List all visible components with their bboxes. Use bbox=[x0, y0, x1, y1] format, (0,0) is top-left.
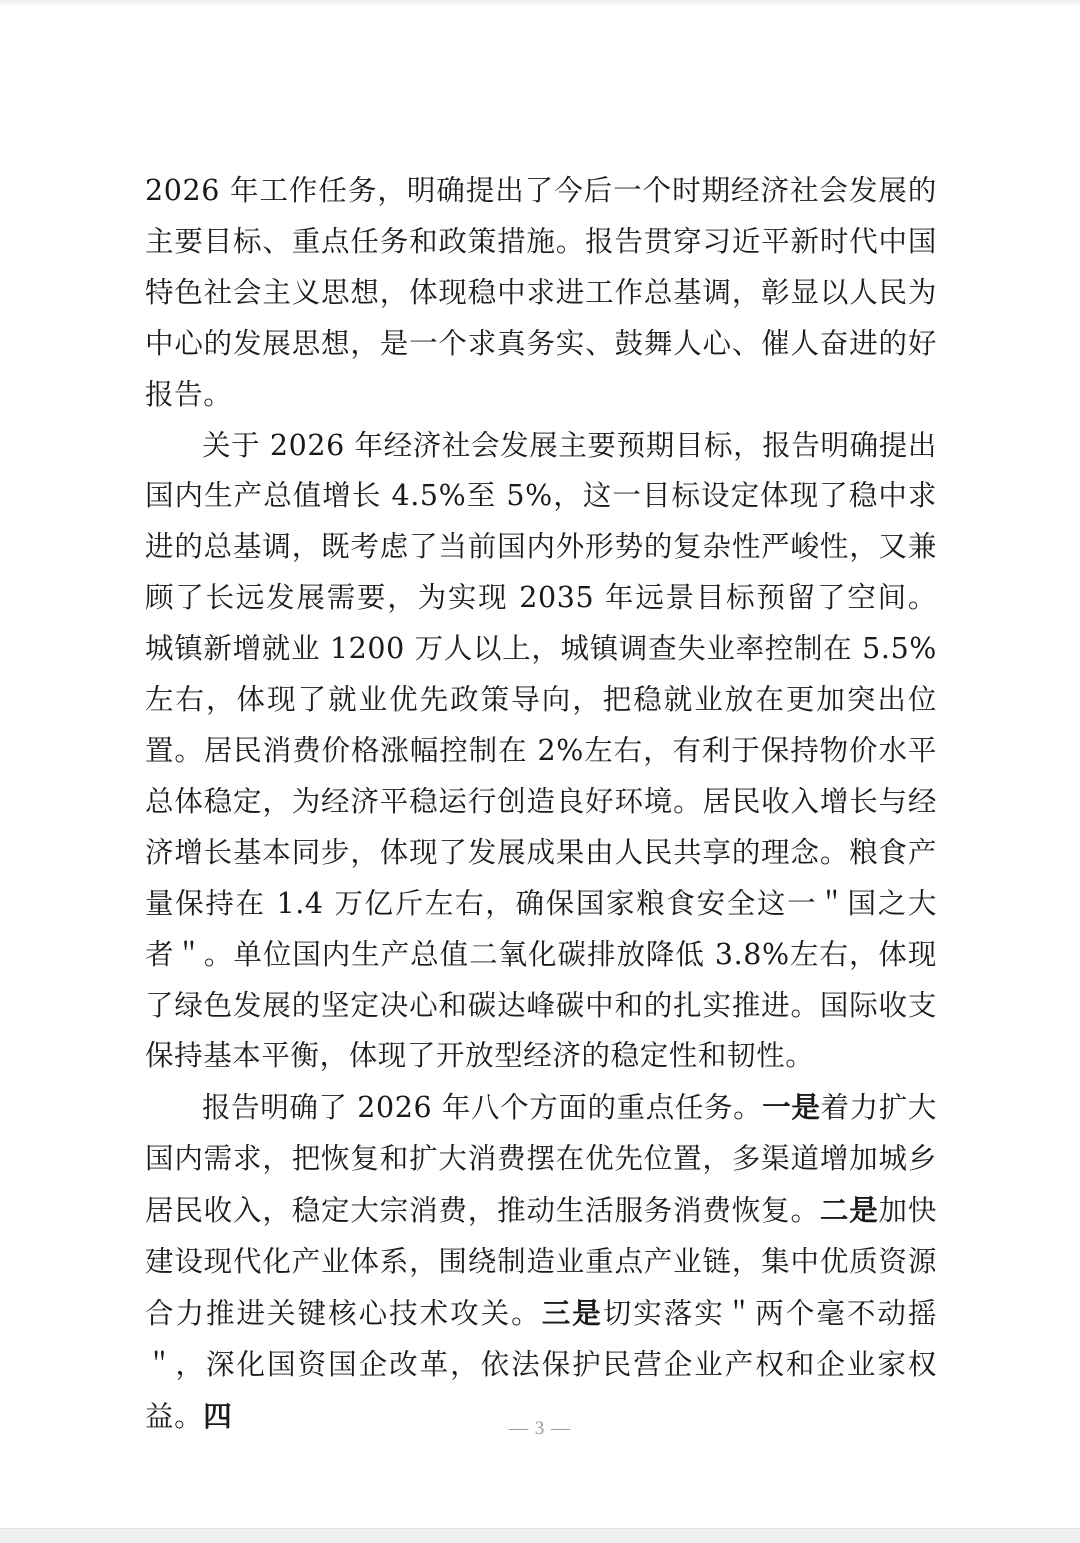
paragraph-3 bbox=[145, 1082, 937, 1442]
task-three-text: 切实落实＂两个毫不动摇＂，深化国资国企改革，依法保护民营企业产权和企业家权益。 bbox=[145, 1296, 937, 1433]
paragraph-1-text: 2026 年工作任务，明确提出了今后一个时期经济社会发展的主要目标、重点任务和政策措施。报告贯穿习近平新时代中国特色社会主义思想，体现稳中求进工作总基调，彰显以人民为中心的发展思想，是一个求真务实、鼓舞人心、催人奋进的好报告。 bbox=[145, 174, 937, 411]
page-bottom-edge bbox=[0, 1528, 1080, 1543]
paragraph-2 bbox=[145, 421, 937, 1083]
task-one-text: 着力扩大国内需求，把恢复和扩大消费摆在优先位置，多渠道增加城乡居民收入，稳定大宗消费，推动生活服务消费恢复。 bbox=[145, 1091, 937, 1228]
paragraph-1 bbox=[145, 166, 937, 421]
task-marker-four: 四 bbox=[203, 1398, 233, 1433]
task-marker-one: 一是 bbox=[762, 1090, 821, 1125]
paragraph-3-text: 报告明确了 2026 年八个方面的重点任务。 bbox=[202, 1091, 763, 1125]
page-top-edge bbox=[0, 0, 1080, 6]
document-body bbox=[145, 166, 937, 1443]
task-marker-three: 三是 bbox=[541, 1295, 603, 1330]
paragraph-2-text: 关于 2026 年经济社会发展主要预期目标，报告明确提出国内生产总值增长 4.5%至 5%，这一目标设定体现了稳中求进的总基调，既考虑了当前国内外形势的复杂性严峻性，又兼顾了长远发展需要，为实现 2035 年远景目标预留了空间。城镇新增就业 1200 万人以上，城镇调查失业率控制在 5.5%左右，体现了就业优先政策导向，把稳就业放在更加突出位置。居民消费价格涨幅控制在 2%左右，有利于保持物价水平总体稳定，为经济平稳运行创造良好环境。居民收入增长与经济增长基本同步，体现了发展成果由人民共享的理念。粮食产量保持在 1.4 万亿斤左右，确保国家粮食安全这一＂国之大者＂。单位国内生产总值二氧化碳排放降低 3.8%左右，体现了绿色发展的坚定决心和碳达峰碳中和的扎实推进。国际收支保持基本平衡，体现了开放型经济的稳定性和韧性。 bbox=[145, 428, 937, 1073]
task-two-text: 加快建设现代化产业体系，围绕制造业重点产业链，集中优质资源合力推进关键核心技术攻关。 bbox=[145, 1194, 937, 1330]
task-marker-two: 二是 bbox=[819, 1193, 879, 1228]
page-number: — 3 — bbox=[509, 1418, 571, 1439]
